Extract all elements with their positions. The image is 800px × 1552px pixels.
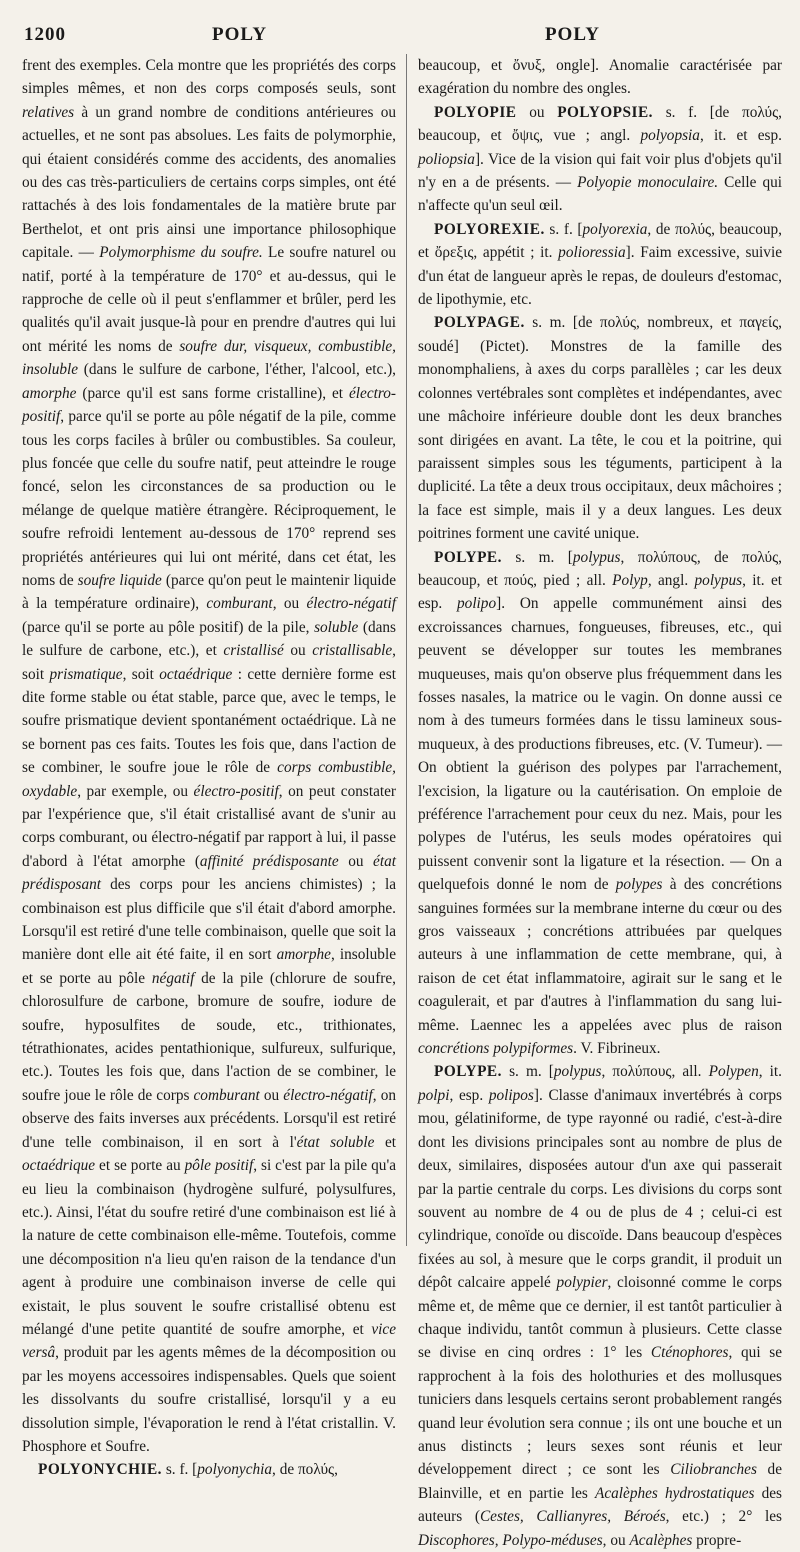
text-run: , ou	[602, 1531, 630, 1549]
italic-text: prismatique	[49, 665, 123, 683]
italic-text: comburant	[206, 595, 273, 613]
entry-polyorexie	[418, 218, 782, 312]
italic-text: Discophores, Polypo-méduses	[418, 1531, 603, 1549]
left-column	[22, 54, 396, 1479]
italic-text: état soluble	[296, 1133, 375, 1151]
text-run: à un grand nombre de conditions antérieures ou actuelles, et ne sont pas absolues. Les faits de polymorphie, qui étaient considérés comme des accidents, des anomalies ou des cas très-particuliers de certains corps simples, ont été rattachés à des lois fondamentales de la matière brute par Berthelot, et ont pris ainsi une importance philosophique capitale. —	[22, 103, 396, 262]
polyonychie-continuation	[418, 54, 782, 101]
text-run: ]. Vice de la vision qui fait voir plus d'objets qu'il n'y en a de présents. —	[418, 150, 782, 192]
italic-text: Ciliobranches	[670, 1461, 757, 1479]
italic-text: Polyopie monoculaire.	[577, 174, 719, 192]
text-run: s. m. [de πολύς, nombreux, et παγείς, soudé] (Pictet). Monstres de la famille des monomphaliens, à axes du corps parallèles ; car les deux colonnes vertébrales sont complètes et indépendantes, avec une mâchoire inférieure double dont les deux branches sont dirigées en avant. La tête, le cou et la poitrine, qui paraissent simples sous les téguments, participent à la duplicité. La tête a deux trous occipitaux, deux mâchoires ; la face est simple, mais il y a deux langues. Les deux poitrines forment une cavité unique.	[418, 314, 782, 543]
text-run: , qui se rapprochent à la fois des holothuries et des mollusques tuniciers dans lesquels certains seront probablement rangés quand leur évolution sera connue ; ils ont une bouche et un anus distincts ; leurs sexes sont réunis et leur développement direct ; ce sont les	[418, 1344, 783, 1479]
italic-text: état prédisposant	[22, 852, 396, 894]
italic-text: polyorexia	[582, 220, 648, 238]
italic-text: polypes	[615, 876, 663, 894]
text-run: , soit	[122, 665, 160, 683]
text-run: ]. Faim excessive, suivie d'un état de langueur après le repas, de douleurs d'estomac, de lipothymie, etc.	[418, 244, 782, 309]
italic-text: électro-négatif	[283, 1086, 373, 1104]
text-run: , soit	[22, 642, 396, 683]
text-run: . V. Fibrineux.	[573, 1040, 661, 1058]
entry-polyopie	[418, 101, 782, 218]
text-run: (dans le sulfure de carbone, l'éther, l'alcool, etc.),	[78, 361, 396, 379]
text-run: , insoluble et se porte au pôle	[22, 946, 396, 987]
italic-text: amorphe	[276, 946, 331, 964]
italic-text: Acalèphes	[629, 1531, 693, 1549]
italic-text: cristallisable	[312, 642, 393, 660]
polymorphie-continuation	[22, 54, 396, 1458]
text-run: , on observe des faits inverses aux précédents. Lorsqu'il est retiré d'une telle combinaison, il en sort à l'	[22, 1086, 396, 1151]
italic-text: amorphe	[22, 384, 77, 402]
italic-text: corps combustible, oxydable	[22, 759, 396, 800]
text-run: Celle qui n'affecte qu'un seul œil.	[418, 174, 782, 215]
italic-text: concrétions polypiformes	[418, 1040, 574, 1058]
text-run: beaucoup, et ὄνυξ, ongle]. Anomalie caractérisée par exagération du nombre des ongles.	[418, 57, 782, 98]
text-run: , etc.) ; 2° les	[665, 1508, 782, 1526]
text-run: , produit par les agents mêmes de la décomposition ou par les moyens accessoires indispensables. Quels que soient les dissolvants du soufre cristallisé, lorsqu'il y a eu dissolution simple, l'évaporation le rend à l'état cristallin. V. Phosphore et Soufre.	[22, 1344, 396, 1455]
text-run: s. f. [	[162, 1461, 198, 1479]
text-run: et	[374, 1133, 396, 1151]
headword: POLYPE.	[434, 1063, 502, 1081]
text-run: : cette dernière forme est dite forme stable ou état stable, parce que, avec le temps, le soufre prismatique devient spontanément octaédrique. Là ne se bornent pas ces faits. Toutes les fois que, dans l'action de se combiner, le soufre joue le rôle de	[22, 665, 396, 777]
text-run: des corps pour les anciens chimistes) ; la combinaison est plus difficile que s'il était d'abord amorphe. Lorsqu'il est retiré d'une telle combinaison, quelle que soit la manière dont elle ait été faite, il en sort	[22, 876, 396, 964]
column-divider	[406, 54, 407, 1246]
text-run: des auteurs (	[418, 1484, 782, 1526]
text-run: , it. et esp.	[418, 571, 783, 613]
text-run: , parce qu'il se porte au pôle négatif de la pile, comme tous les corps faciles à brûler ou combustibles. Sa couleur, plus foncée que celle du soufre natif, peut atteindre le rouge foncé, selon les circonstances de sa production ou le mélange de quelque matière étrangère. Réciproquement, le soufre refroidi lentement au-dessous de 170° reprend ses propriétés antérieures qui lui ont mérité, dans cet état, les noms de	[22, 408, 396, 589]
text-run: ou	[338, 852, 374, 870]
headword: POLYOPSIE.	[557, 103, 654, 121]
text-run: , πολύπους, all.	[601, 1063, 709, 1081]
text-run: frent des exemples. Cela montre que les propriétés des corps simples mêmes, et non des corps composés seuls, sont	[22, 57, 396, 98]
text-run: ou	[283, 642, 313, 660]
text-run: (dans le sulfure de carbone, etc.), et	[22, 618, 396, 660]
entry-polype-medical	[418, 546, 782, 1061]
italic-text: octaédrique	[159, 665, 233, 683]
text-run: Le soufre naturel ou natif, porté à la température de 170° et au-dessus, qui le rapproche de celle où il peut s'enflammer et brûler, perd les qualités qu'il avait jusque-là pour en prendre d'autres qui lui ont mérité les noms de	[22, 244, 396, 355]
italic-text: vice versâ	[22, 1320, 396, 1362]
text-run: ou	[516, 103, 558, 121]
italic-text: comburant	[193, 1086, 260, 1104]
entry-polype-zoology	[418, 1060, 782, 1552]
italic-text: polipos	[488, 1086, 534, 1104]
running-head-left: POLY	[212, 24, 268, 45]
right-column	[418, 54, 783, 1549]
italic-text: polyonychia	[197, 1461, 273, 1479]
italic-text: poliopsia	[418, 150, 475, 168]
italic-text: Cestes, Callianyres, Béroés	[479, 1508, 666, 1526]
text-run: , πολύπους, de πολύς, beaucoup, et πούς, pied ; all.	[418, 548, 782, 589]
text-run: , cloisonné comme le corps même et, de même que ce dernier, il est tantôt particulier à chaque individu, tantôt commun à plusieurs. Cette classe se divise en cinq ordres : 1° les	[418, 1274, 782, 1362]
italic-text: polioressia	[558, 244, 626, 262]
italic-text: Acalèphes hydrostatiques	[595, 1484, 755, 1502]
entry-polypage	[418, 311, 782, 545]
italic-text: électro-négatif	[306, 595, 396, 613]
italic-text: électro-positif	[22, 384, 396, 426]
italic-text: relatives	[22, 103, 75, 121]
text-run: s. m. [	[501, 1063, 554, 1081]
text-run: , de πολύς, beaucoup, et ὄρεξις, appétit ; it.	[418, 220, 782, 262]
italic-text: polypus	[694, 571, 743, 589]
text-run: , si c'est par la pile qu'a eu lieu la combinaison (hydrogène sulfuré, polysulfures, etc.). Ainsi, l'état du soufre retiré d'une combinaison est lié à la nature de cette combinaison elle-même. Toutefois, comme une décomposition n'a lieu qu'en raison de la tendance d'un agent à produire une combinaison inverse de celle qui existait, le plus souvent le soufre cristallisé obtenu est mélangé d'une petite quantité de soufre amorphe, et	[22, 1157, 396, 1338]
text-run: ]. On appelle communément ainsi des excroissances charnues, fongueuses, fibreuses, etc., qui peuvent se développer sur toutes les membranes muqueuses, mais qu'on observe plus fréquemment dans les fosses nasales, la matrice ou le vagin. On donne aussi ce nom à des tumeurs formées dans le tissu lamineux sous-muqueux, à des productions fibreuses, etc. (V. Tumeur). — On obtient la guérison des polypes par l'arrachement, l'excision, la ligature ou la cautérisation. On emploie de préférence l'arrachement pour ceux du nez. Mais, pour les polypes de l'utérus, les seuls modes opératoires qui puissent convenir sont la ligature et la résection. — On a quelquefois donné le nom de	[418, 595, 783, 894]
italic-text: soluble	[314, 618, 359, 636]
page-header	[20, 20, 778, 50]
italic-text: polypier	[556, 1274, 608, 1292]
text-run: s. m. [	[501, 548, 573, 566]
italic-text: Cténophores	[650, 1344, 729, 1362]
text-run: de Blainville, et en partie les	[418, 1461, 782, 1502]
text-run: (parce qu'on peut le maintenir liquide à la température ordinaire),	[22, 571, 396, 613]
headword: POLYPE.	[434, 548, 502, 566]
italic-text: polyopsia	[640, 127, 700, 145]
text-run: , de πολύς,	[272, 1461, 338, 1479]
italic-text: octaédrique	[22, 1157, 96, 1175]
headword: POLYOPIE	[434, 103, 517, 121]
italic-text: soufre dur, visqueux, combustible, insoluble	[22, 337, 396, 379]
text-run: , on peut constater par l'expérience que, s'il était cristallisé avant de s'unir au corps comburant, ou électro-négatif par rapport à lui, il passe d'abord à l'état amorphe (	[22, 782, 396, 870]
italic-text: négatif	[151, 969, 195, 987]
text-run: s. f. [de πολύς, beaucoup, et ὄψις, vue ; angl.	[418, 103, 782, 145]
text-run: , it. et esp.	[699, 127, 782, 145]
text-run: , it.	[758, 1063, 782, 1081]
text-run: propre-	[692, 1531, 742, 1549]
page-number: 1200	[24, 24, 66, 45]
headword: POLYOREXIE.	[434, 220, 545, 238]
text-run: (parce qu'il se porte au pôle positif) de la pile,	[22, 618, 315, 636]
text-run: s. f. [	[544, 220, 583, 238]
text-run: et se porte au	[95, 1157, 185, 1175]
italic-text: Polyp	[612, 571, 648, 589]
text-run: de la pile (chlorure de soufre, chlorosulfure de carbone, bromure de soufre, iodure de soufre, hyposulfites de soude, etc., trithionates, tétrathionates, acides pentathionique, sulfureux, sulfurique, etc.). Toutes les fois que, dans l'action de se combiner, le soufre joue le rôle de corps	[22, 969, 396, 1104]
running-head-right: POLY	[544, 24, 600, 45]
text-run: , angl.	[647, 571, 695, 589]
text-run: à des concrétions sanguines formées sur la membrane interne du cœur ou des gros vaisseaux ; concrétions attribuées par quelques auteurs à une inflammation de cette membrane, qui, à raison de cet état inflammatoire, agirait sur le sang et le coagulerait, et par d'autres à l'inflammation du sang lui-même. Laennec les a appelées avec plus de raison	[418, 876, 782, 1034]
text-run: , par exemple, ou	[77, 782, 194, 800]
italic-text: polypus	[572, 548, 621, 566]
entry-polyonychie	[22, 1458, 396, 1481]
italic-text: polpi	[418, 1086, 450, 1104]
italic-text: électro-positif	[193, 782, 279, 800]
headword: POLYONYCHIE.	[38, 1461, 163, 1479]
italic-text: cristallisé	[223, 642, 284, 660]
text-run: ou	[259, 1086, 284, 1104]
text-run: , ou	[272, 595, 307, 613]
italic-text: soufre liquide	[77, 571, 162, 589]
text-run: ]. Classe d'animaux invertébrés à corps mou, gélatiniforme, de type rayonné ou radié, c'est-à-dire dont les divisions principales sont au nombre de plus de deux, similaires, disposées autour d'un axe qui passerait par la partie centrale du corps. Les divisions du corps sont souvent au nombre de 4 ou de plus de 4 ; celui-ci est cylindrique, conoïde ou discoïde. Dans beaucoup d'espèces fixées au sol, à mesure que le corps grandit, il produit un dépôt calcaire appelé	[418, 1086, 782, 1292]
italic-text: polypus	[553, 1063, 602, 1081]
italic-text: polipo	[457, 595, 497, 613]
text-run: , esp.	[449, 1086, 489, 1104]
italic-text: pôle positif	[184, 1157, 254, 1175]
text-run: (parce qu'il est sans forme cristalline), et	[76, 384, 349, 402]
italic-text: affinité prédisposante	[199, 852, 339, 870]
headword: POLYPAGE.	[434, 314, 525, 332]
italic-text: Polypen	[708, 1063, 759, 1081]
italic-text: Polymorphisme du soufre.	[99, 244, 263, 262]
